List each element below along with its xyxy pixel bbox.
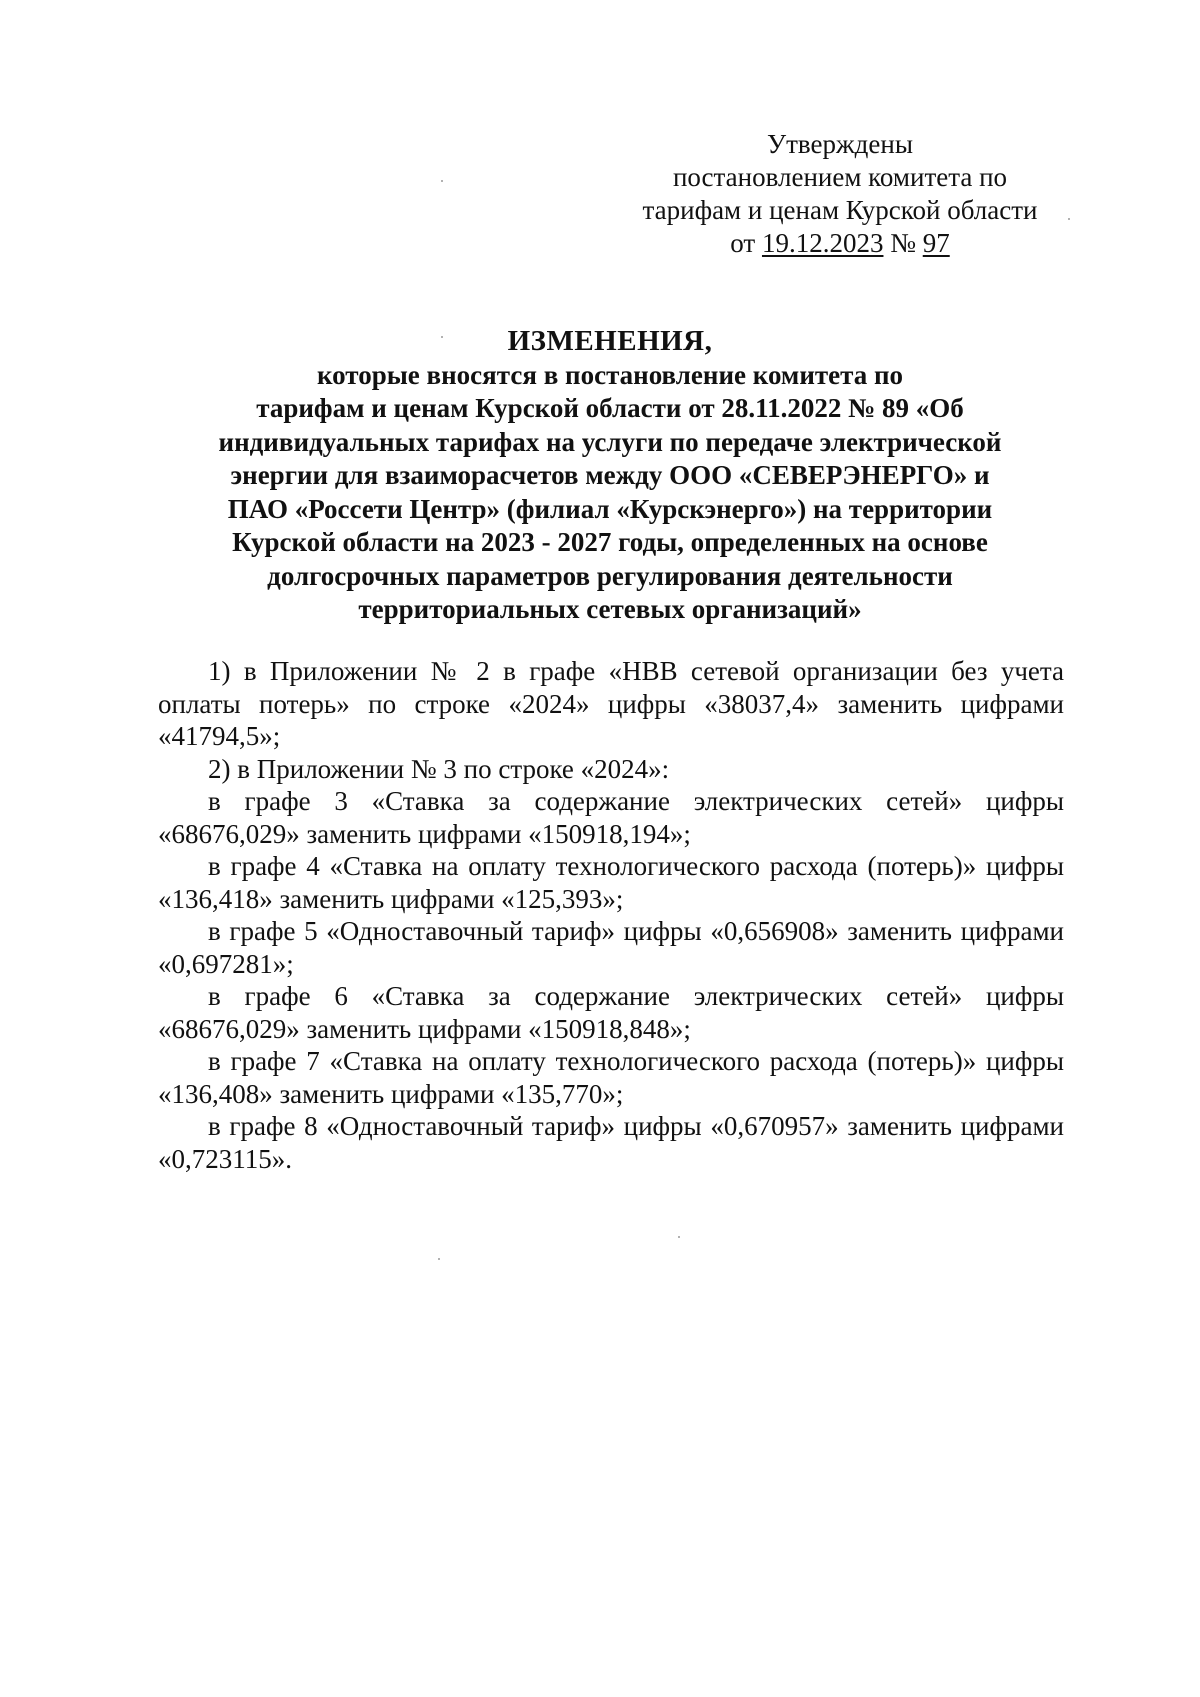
body-paragraph-7: в графе 7 «Ставка на оплату технологического расхода (потерь)» цифры «136,408» заменить цифрами «135,770»; bbox=[158, 1046, 1064, 1109]
body-paragraph-1: 1) в Приложении № 2 в графе «НВВ сетевой организации без учета оплаты потерь» по строке «2024» цифры «38037,4» заменить цифрами «41794,5»; bbox=[158, 656, 1064, 751]
title-line-8: территориальных сетевых организаций» bbox=[358, 594, 862, 624]
body-paragraph-8: в графе 8 «Одноставочный тариф» цифры «0,670957» заменить цифрами «0,723115». bbox=[158, 1111, 1064, 1174]
body-paragraph-4: в графе 4 «Ставка на оплату технологического расхода (потерь)» цифры «136,418» заменить цифрами «125,393»; bbox=[158, 851, 1064, 914]
title-line-2: тарифам и ценам Курской области от 28.11.2022 № 89 «Об bbox=[256, 393, 964, 423]
title-line-4: энергии для взаиморасчетов между ООО «СЕВЕРЭНЕРГО» и bbox=[230, 460, 990, 490]
approval-date-prefix: от bbox=[730, 228, 762, 258]
title-line-7: долгосрочных параметров регулирования деятельности bbox=[267, 560, 953, 591]
scan-speck bbox=[678, 1236, 680, 1238]
title-line-6: Курской области на 2023 - 2027 годы, определенных на основе bbox=[232, 527, 988, 557]
approval-stamp-block bbox=[620, 128, 1060, 260]
approval-line-approved: Утверждены bbox=[767, 129, 913, 159]
title-line-3: индивидуальных тарифах на услуги по передаче электрической bbox=[218, 426, 1002, 457]
title-line-1: которые вносятся в постановление комитета по bbox=[316, 359, 904, 390]
title-line-5: ПАО «Россети Центр» (филиал «Курскэнерго») на территории bbox=[227, 493, 993, 524]
approval-date-number-line bbox=[620, 227, 1060, 260]
body-paragraph-5: в графе 5 «Одноставочный тариф» цифры «0,656908» заменить цифрами «0,697281»; bbox=[158, 916, 1064, 979]
scan-speck bbox=[1068, 218, 1070, 220]
approval-number-sign: № bbox=[883, 228, 923, 258]
body-paragraph-2: 2) в Приложении № 3 по строке «2024»: bbox=[208, 753, 670, 784]
scan-speck bbox=[441, 336, 443, 338]
body-paragraph-3: в графе 3 «Ставка за содержание электрических сетей» цифры «68676,029» заменить цифрами «150918,194»; bbox=[158, 786, 1064, 849]
approval-number: 97 bbox=[922, 228, 950, 258]
approval-line-committee: тарифам и ценам Курской области bbox=[642, 195, 1038, 225]
body-paragraph-6: в графе 6 «Ставка за содержание электрических сетей» цифры «68676,029» заменить цифрами «150918,848»; bbox=[158, 981, 1064, 1044]
approval-date: 19.12.2023 bbox=[761, 228, 884, 258]
document-body bbox=[158, 655, 1064, 1175]
approval-line-resolution: постановлением комитета по bbox=[672, 162, 1008, 192]
document-heading: ИЗМЕНЕНИЯ, bbox=[507, 325, 713, 357]
scan-speck bbox=[441, 180, 443, 182]
scan-speck bbox=[438, 1258, 440, 1260]
document-title-block bbox=[150, 325, 1070, 627]
